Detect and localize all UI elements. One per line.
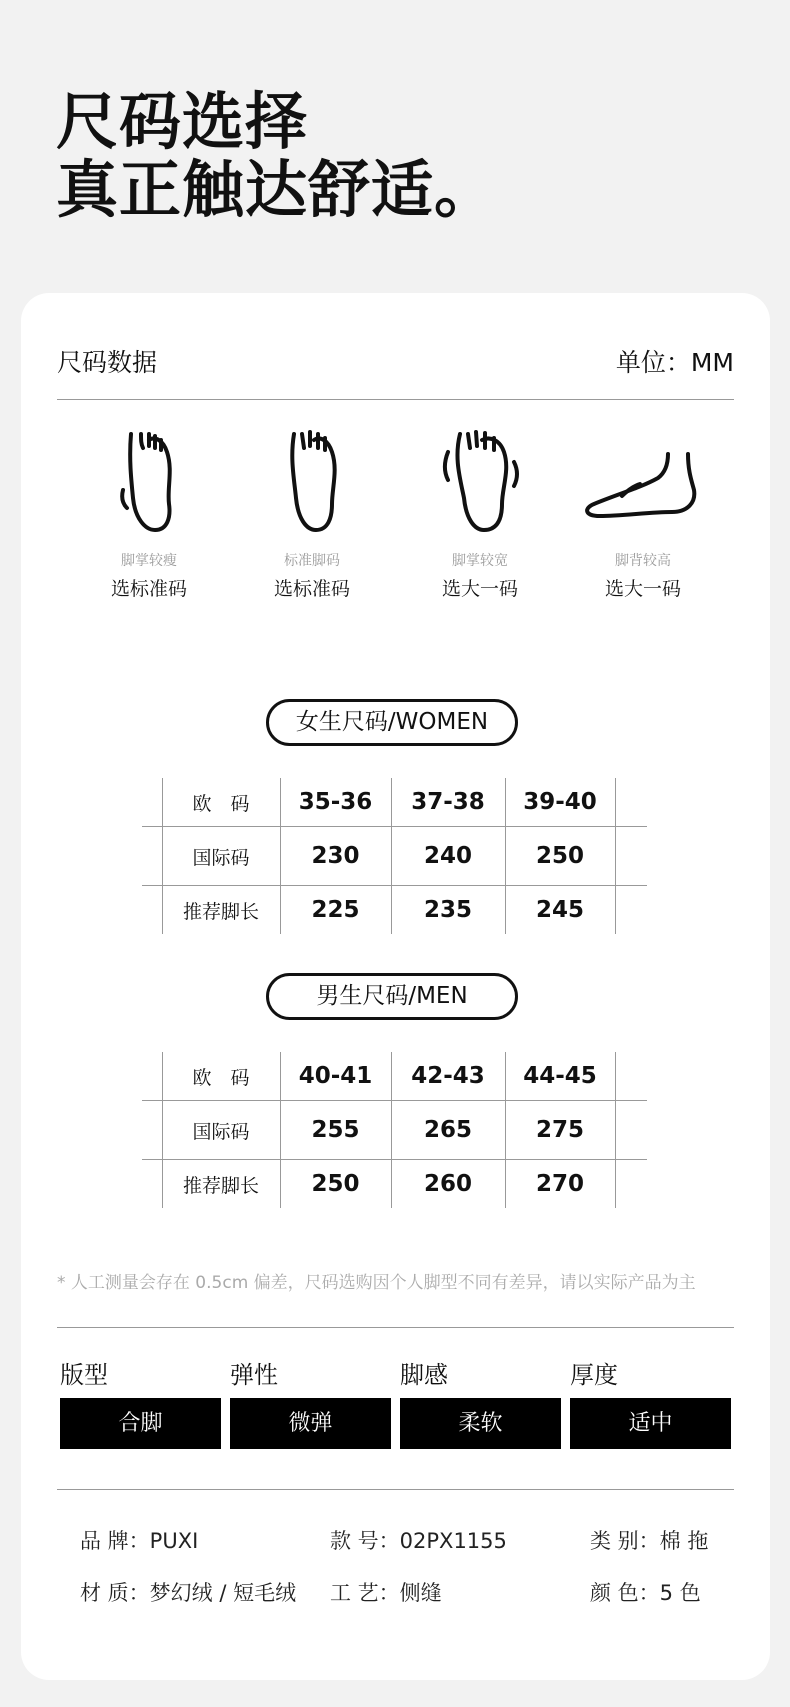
table-cell: 35-36	[298, 789, 373, 815]
table-cell: 240	[423, 843, 472, 869]
table-row	[142, 1100, 647, 1159]
foot-type-narrow	[69, 418, 229, 601]
table-cell: 235	[423, 897, 472, 923]
foot-type-sub: 脚掌较宽	[452, 553, 508, 569]
size-data-title: 尺码数据	[57, 348, 158, 377]
table-row	[142, 1159, 647, 1208]
divider	[57, 399, 734, 400]
attribute-thickness	[570, 1355, 731, 1449]
foot-type-standard	[232, 418, 392, 601]
info-color: 颜 色：5 色	[590, 1581, 701, 1605]
table-cell: 230	[311, 843, 360, 869]
foot-type-wide	[400, 418, 560, 601]
divider	[57, 1489, 734, 1490]
hero-line-2: 真正触达舒适。	[56, 153, 498, 226]
attribute-feel	[400, 1355, 561, 1449]
foot-wide-icon	[420, 418, 540, 538]
divider	[57, 1327, 734, 1328]
attribute-value: 合脚	[60, 1398, 221, 1449]
foot-type-sub: 标准脚码	[284, 553, 340, 569]
foot-type-sub: 脚掌较瘦	[121, 553, 177, 569]
table-cell: 250	[535, 843, 584, 869]
info-model: 款 号：02PX1155	[330, 1529, 507, 1553]
foot-standard-icon	[252, 418, 372, 538]
table-row	[142, 778, 647, 826]
table-cell: 40-41	[298, 1063, 373, 1089]
table-row	[142, 885, 647, 934]
table-cell: 42-43	[411, 1063, 485, 1089]
table-cell: 225	[311, 897, 360, 923]
foot-type-high-instep	[563, 418, 723, 601]
table-cell: 44-45	[523, 1063, 597, 1089]
attribute-label: 弹性	[230, 1361, 278, 1389]
foot-type-main: 选标准码	[110, 578, 187, 600]
attribute-label: 厚度	[570, 1361, 618, 1389]
table-cell: 250	[311, 1171, 360, 1197]
attribute-value: 柔软	[400, 1398, 561, 1449]
table-row	[142, 1052, 647, 1100]
foot-type-main: 选大一码	[604, 578, 681, 600]
attribute-label: 版型	[60, 1361, 108, 1389]
info-brand: 品 牌：PUXI	[80, 1529, 199, 1553]
info-category: 类 别：棉 拖	[590, 1529, 709, 1553]
row-label: 国际码	[192, 1120, 250, 1143]
table-cell: 275	[535, 1117, 584, 1143]
table-cell: 265	[423, 1117, 472, 1143]
unit-label: 单位：MM	[615, 348, 734, 377]
table-cell: 255	[311, 1117, 360, 1143]
men-size-title: 男生尺码/MEN	[266, 973, 518, 1020]
foot-type-sub: 脚背较高	[615, 553, 671, 569]
hero-line-1: 尺码选择	[56, 85, 309, 158]
attribute-fit	[60, 1355, 221, 1449]
attribute-value: 适中	[570, 1398, 731, 1449]
table-cell: 260	[423, 1171, 472, 1197]
size-card	[21, 293, 770, 1680]
table-cell: 270	[535, 1171, 584, 1197]
info-material: 材 质：梦幻绒 / 短毛绒	[80, 1581, 297, 1605]
foot-high-instep-icon	[578, 418, 708, 538]
table-row	[142, 826, 647, 885]
row-label: 推荐脚长	[182, 900, 259, 923]
row-label: 欧 码	[192, 792, 250, 815]
row-label: 推荐脚长	[182, 1174, 259, 1197]
foot-narrow-icon	[89, 418, 209, 538]
attribute-label: 脚感	[400, 1361, 448, 1389]
women-size-table	[142, 778, 647, 934]
table-cell: 245	[535, 897, 584, 923]
measurement-note: * 人工测量会存在 0.5cm 偏差，尺码选购因个人脚型不同有差异，请以实际产品为主	[57, 1273, 696, 1293]
attribute-elasticity	[230, 1355, 391, 1449]
men-size-table	[142, 1052, 647, 1208]
table-cell: 37-38	[411, 789, 485, 815]
women-size-title: 女生尺码/WOMEN	[266, 699, 518, 746]
card-header	[57, 343, 734, 383]
foot-type-main: 选标准码	[273, 578, 350, 600]
row-label: 欧 码	[192, 1066, 250, 1089]
attribute-value: 微弹	[230, 1398, 391, 1449]
hero-title	[56, 85, 498, 226]
row-label: 国际码	[192, 846, 250, 869]
foot-type-main: 选大一码	[441, 578, 518, 600]
table-cell: 39-40	[523, 789, 597, 815]
info-craft: 工 艺：侧缝	[330, 1581, 442, 1605]
